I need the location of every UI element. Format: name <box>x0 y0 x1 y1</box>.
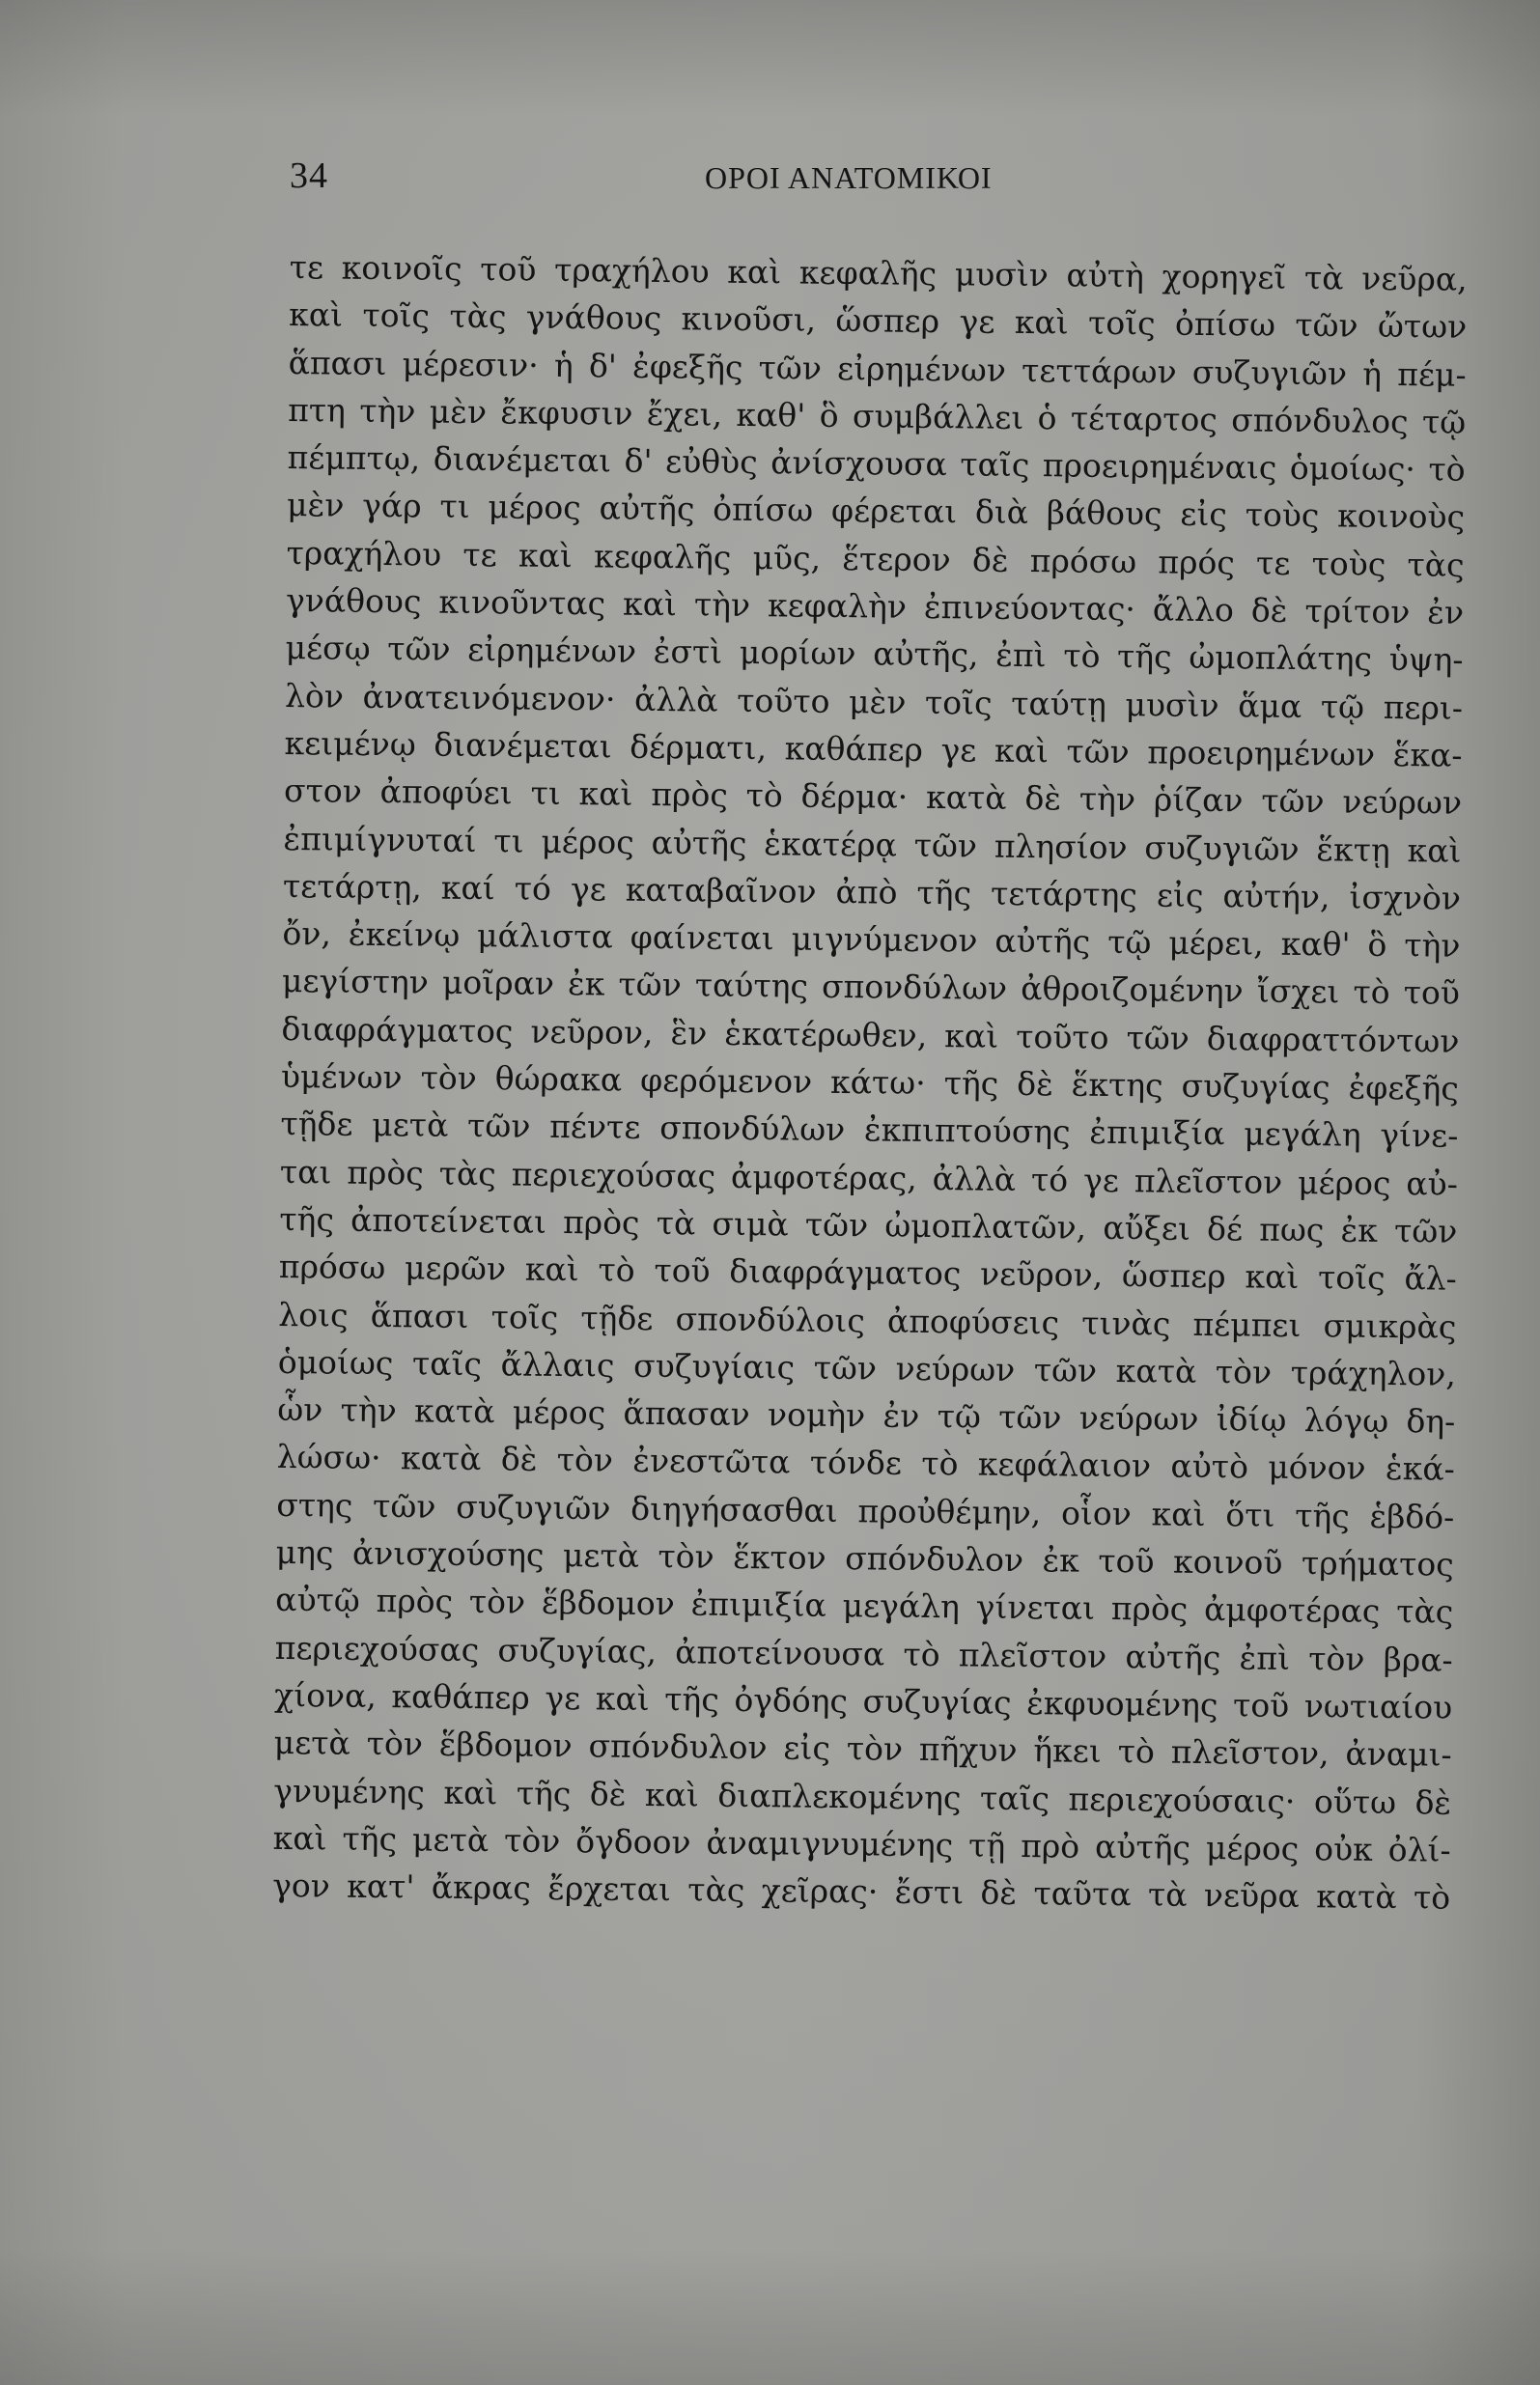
text-line: μέσῳ τῶν εἰρημένων ἐστὶ μορίων αὐτῆς, ἐπὶ τὸ τῆς ὠμοπλάτης ὑψη- <box>285 629 1464 680</box>
text-line: στον ἀποφύει τι καὶ πρὸς τὸ δέρμα· κατὰ δὲ τὴν ῥίζαν τῶν νεύρων <box>283 772 1463 823</box>
text-line: ἅπασι μέρεσιν· ἡ δ' ἐφεξῆς τῶν εἰρημένων τεττάρων συζυγιῶν ἡ πέμ- <box>288 343 1467 394</box>
text-line: χίονα, καθάπερ γε καὶ τῆς ὀγδόης συζυγίας ἐκφυομένης τοῦ νωτιαίου <box>274 1675 1453 1726</box>
text-line: καὶ τῆς μετὰ τὸν ὄγδοον ἀναμιγνυμένης τῇ πρὸ αὐτῆς μέρος οὐκ ὀλί- <box>272 1818 1451 1869</box>
text-line: καὶ τοῖς τὰς γνάθους κινοῦσι, ὥσπερ γε καὶ τοῖς ὀπίσω τῶν ὤτων <box>289 295 1468 347</box>
text-line: κειμένῳ διανέμεται δέρματι, καθάπερ γε καὶ τῶν προειρημένων ἕκα- <box>284 723 1463 774</box>
text-line: ὑμένων τὸν θώρακα φερόμενον κάτω· τῆς δὲ ἕκτης συζυγίας ἐφεξῆς <box>280 1057 1460 1108</box>
body-text <box>272 243 1468 1922</box>
text-line: λὸν ἀνατεινόμενον· ἀλλὰ τοῦτο μὲν τοῖς ταύτῃ μυσὶν ἅμα τῷ περι- <box>284 676 1464 727</box>
text-line: πτη τὴν μὲν ἔκφυσιν ἔχει, καθ' ὃ συμβάλλει ὁ τέταρτος σπόνδυλος τῷ <box>287 390 1467 441</box>
text-line: πρόσω μερῶν καὶ τὸ τοῦ διαφράγματος νεῦρον, ὥσπερ καὶ τοῖς ἄλ- <box>278 1248 1458 1298</box>
text-line: τετάρτῃ, καί τό γε καταβαῖνον ἀπὸ τῆς τετάρτης εἰς αὐτήν, ἰσχνὸν <box>282 866 1462 917</box>
text-line: λώσω· κατὰ δὲ τὸν ἐνεστῶτα τόνδε τὸ κεφάλαιον αὐτὸ μόνον ἑκά- <box>276 1438 1455 1489</box>
text-line: τραχήλου τε καὶ κεφαλῆς μῦς, ἕτερον δὲ πρόσω πρός τε τοὺς τὰς <box>286 533 1465 584</box>
text-line: ὁμοίως ταῖς ἄλλαις συζυγίαις τῶν νεύρων τῶν κατὰ τὸν τράχηλον, <box>277 1342 1457 1393</box>
text-line: ὄν, ἐκείνῳ μάλιστα φαίνεται μιγνύμενον αὐτῆς τῷ μέρει, καθ' ὃ τὴν <box>282 914 1461 965</box>
text-line: μὲν γάρ τι μέρος αὐτῆς ὀπίσω φέρεται διὰ βάθους εἰς τοὺς κοινοὺς <box>286 486 1466 537</box>
text-line: τῆς ἀποτείνεται πρὸς τὰ σιμὰ τῶν ὠμοπλατῶν, αὔξει δέ πως ἐκ τῶν <box>279 1199 1458 1250</box>
text-line: τε κοινοῖς τοῦ τραχήλου καὶ κεφαλῆς μυσὶν αὐτὴ χορηγεῖ τὰ νεῦρα, <box>289 247 1468 298</box>
text-line: λοις ἅπασι τοῖς τῇδε σπονδύλοις ἀποφύσεις τινὰς πέμπει σμικρὰς <box>278 1295 1457 1346</box>
page-number: 34 <box>290 155 328 196</box>
text-line: γνυμένης καὶ τῆς δὲ καὶ διαπλεκομένης ταῖς περιεχούσαις· οὕτω δὲ <box>273 1771 1452 1822</box>
text-line: μης ἀνισχούσης μετὰ τὸν ἕκτον σπόνδυλον ἐκ τοῦ κοινοῦ τρήματος <box>275 1532 1454 1584</box>
text-line: τῇδε μετὰ τῶν πέντε σπονδύλων ἐκπιπτούσης ἐπιμιξία μεγάλη γίνε- <box>280 1105 1459 1156</box>
text-line: στης τῶν συζυγιῶν διηγήσασθαι προὐθέμην, οἷον καὶ ὅτι τῆς ἑβδό- <box>276 1485 1455 1536</box>
page-header <box>290 154 1487 212</box>
text-line: γον κατ' ἄκρας ἔρχεται τὰς χεῖρας· ἔστι δὲ ταῦτα τὰ νεῦρα κατὰ τὸ <box>271 1866 1451 1917</box>
text-line: περιεχούσας συζυγίας, ἀποτείνουσα τὸ πλεῖστον αὐτῆς ἐπὶ τὸν βρα- <box>274 1628 1453 1679</box>
page-shadow-top <box>0 0 1540 116</box>
running-title: ΟΡΟΙ ΑΝΑΤΟΜΙΚΟΙ <box>705 160 993 195</box>
text-line: μεγίστην μοῖραν ἐκ τῶν ταύτης σπονδύλων ἀθροιζομένην ἴσχει τὸ τοῦ <box>281 962 1461 1013</box>
text-line: ται πρὸς τὰς περιεχούσας ἀμφοτέρας, ἀλλὰ τό γε πλεῖστον μέρος αὐ- <box>279 1152 1459 1203</box>
text-line: πέμπτῳ, διανέμεται δ' εὐθὺς ἀνίσχουσα ταῖς προειρημέναις ὁμοίως· τὸ <box>287 438 1466 489</box>
text-line: μετὰ τὸν ἕβδομον σπόνδυλον εἰς τὸν πῆχυν ἥκει τὸ πλεῖστον, ἀναμι- <box>273 1724 1452 1774</box>
text-line: ἐπιμίγνυταί τι μέρος αὐτῆς ἑκατέρᾳ τῶν πλησίον συζυγιῶν ἕκτῃ καὶ <box>283 819 1462 870</box>
text-line: ὧν τὴν κατὰ μέρος ἅπασαν νομὴν ἐν τῷ τῶν νεύρων ἰδίῳ λόγῳ δη- <box>277 1390 1456 1441</box>
text-line: αὐτῷ πρὸς τὸν ἕβδομον ἐπιμιξία μεγάλη γίνεται πρὸς ἀμφοτέρας τὰς <box>275 1581 1454 1632</box>
text-line: διαφράγματος νεῦρον, ἓν ἑκατέρωθεν, καὶ τοῦτο τῶν διαφραττόντων <box>281 1009 1460 1060</box>
page-shadow-bottom <box>0 2250 1540 2385</box>
text-line: γνάθους κινοῦντας καὶ τὴν κεφαλὴν ἐπινεύοντας· ἄλλο δὲ τρίτον ἐν <box>285 581 1465 631</box>
